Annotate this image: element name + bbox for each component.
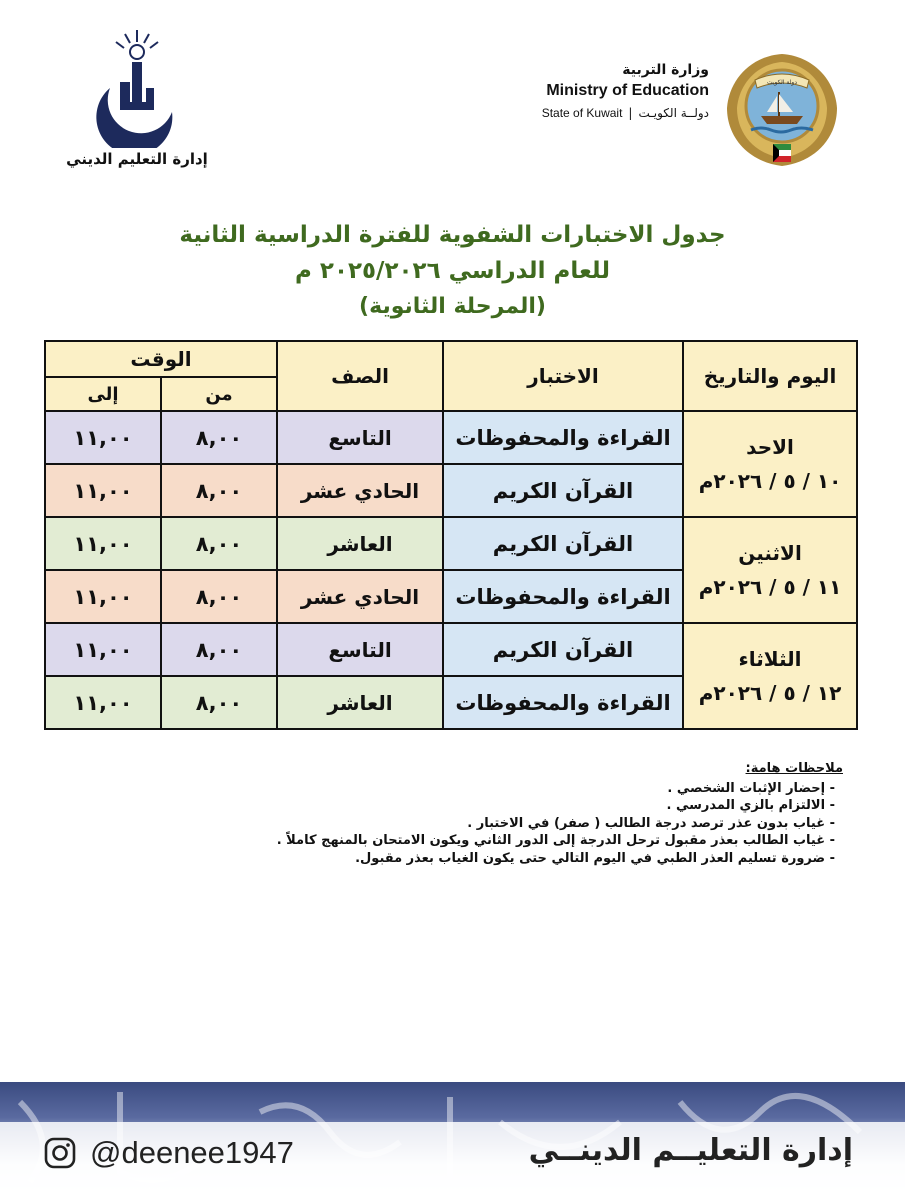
time-to-cell: ١١,٠٠ (45, 464, 161, 517)
notes-title: ملاحظات هامة: (745, 761, 843, 776)
day-cell (683, 411, 857, 517)
state-arabic: دولــة الكويـت (638, 106, 709, 120)
footer-department-name: إدارة التعليــم الدينــي (528, 1133, 853, 1168)
time-to-cell: ١١,٠٠ (45, 623, 161, 676)
note-item: - الالتزام بالزي المدرسي . (43, 797, 835, 815)
time-to-cell: ١١,٠٠ (45, 517, 161, 570)
academic-year: للعام الدراسي ٢٠٢٥/٢٠٢٦ م (295, 258, 610, 284)
day-name: الاثنين (738, 541, 802, 565)
time-from-cell: ٨,٠٠ (161, 411, 277, 464)
ministry-heading (449, 62, 709, 120)
ministry-name-arabic: وزارة التربية (622, 62, 709, 78)
crescent-logo-icon (90, 28, 184, 148)
header-time: الوقت (45, 341, 277, 377)
day-date: ١٢ / ٥ / ٢٠٢٦م (698, 681, 842, 705)
test-cell: القراءة والمحفوظات (443, 570, 683, 623)
ministry-name-english: Ministry of Education (546, 82, 709, 99)
exam-schedule-table (44, 340, 858, 730)
table-row (45, 411, 857, 464)
time-from-cell: ٨,٠٠ (161, 676, 277, 729)
day-name: الاحد (746, 435, 794, 459)
day-cell (683, 517, 857, 623)
grade-cell: التاسع (277, 411, 443, 464)
instagram-handle[interactable]: @deenee1947 (90, 1135, 294, 1170)
test-cell: القراءة والمحفوظات (443, 676, 683, 729)
note-item: - ضرورة تسليم العذر الطبي في اليوم التالي حتى يكون الغياب بعذر مقبول. (43, 850, 835, 868)
important-notes (43, 760, 843, 867)
state-english: State of Kuwait (541, 106, 623, 120)
test-cell: القرآن الكريم (443, 623, 683, 676)
table-row (45, 623, 857, 676)
day-date: ١٠ / ٥ / ٢٠٢٦م (698, 469, 842, 493)
note-item: - إحضار الإثبات الشخصي . (43, 780, 835, 798)
religious-education-logo (62, 28, 212, 178)
grade-cell: الحادي عشر (277, 464, 443, 517)
time-from-cell: ٨,٠٠ (161, 570, 277, 623)
header-to: إلى (45, 377, 161, 411)
time-to-cell: ١١,٠٠ (45, 411, 161, 464)
note-item: - غياب الطالب بعذر مقبول ترحل الدرجة إلى الدور الثاني ويكون الامتحان بالمنهج كاملاً . (43, 832, 835, 850)
emblem-banner-text: دولة الكويت (767, 79, 797, 86)
state-separator: | (628, 106, 633, 120)
header-grade: الصف (277, 341, 443, 411)
state-line (449, 106, 709, 120)
header-day-date: اليوم والتاريخ (683, 341, 857, 411)
grade-cell: العاشر (277, 676, 443, 729)
header-from: من (161, 377, 277, 411)
kuwait-emblem (721, 46, 843, 172)
day-cell (683, 623, 857, 729)
day-date: ١١ / ٥ / ٢٠٢٦م (698, 575, 842, 599)
table-row (45, 517, 857, 570)
kuwait-emblem-icon (721, 46, 843, 172)
note-item: - غياب بدون عذر ترصد درجة الطالب ( صفر) في الاختبار . (43, 815, 835, 833)
time-from-cell: ٨,٠٠ (161, 623, 277, 676)
stage-label: (المرحلة الثانوية) (359, 294, 546, 319)
test-cell: القراءة والمحفوظات (443, 411, 683, 464)
grade-cell: الحادي عشر (277, 570, 443, 623)
time-to-cell: ١١,٠٠ (45, 676, 161, 729)
grade-cell: العاشر (277, 517, 443, 570)
header-test: الاختبار (443, 341, 683, 411)
instagram-icon (44, 1137, 76, 1169)
social-handle[interactable] (44, 1135, 294, 1171)
day-name: الثلاثاء (738, 647, 802, 671)
test-cell: القرآن الكريم (443, 517, 683, 570)
time-to-cell: ١١,٠٠ (45, 570, 161, 623)
grade-cell: التاسع (277, 623, 443, 676)
time-from-cell: ٨,٠٠ (161, 517, 277, 570)
page-title: جدول الاختبارات الشفوية للفترة الدراسية الثانية (179, 222, 726, 248)
test-cell: القرآن الكريم (443, 464, 683, 517)
time-from-cell: ٨,٠٠ (161, 464, 277, 517)
logo-caption: إدارة التعليم الديني (66, 150, 208, 168)
notes-list (43, 780, 843, 868)
